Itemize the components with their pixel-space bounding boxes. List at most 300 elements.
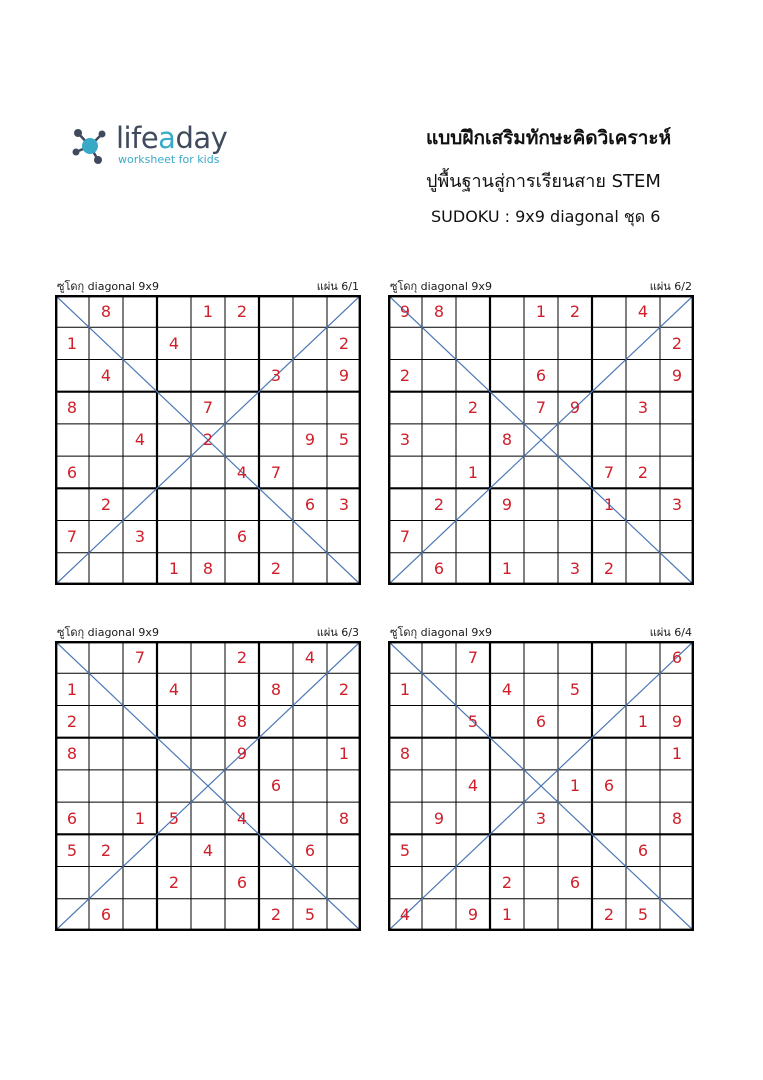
given-digit: 6	[671, 647, 683, 667]
empty-cell	[592, 802, 626, 834]
empty-cell	[293, 705, 327, 737]
given-digit: 2	[603, 559, 615, 579]
given-digit: 2	[100, 840, 112, 860]
empty-cell	[626, 673, 660, 705]
empty-cell	[490, 521, 524, 553]
empty-cell	[191, 641, 225, 673]
empty-cell	[157, 770, 191, 802]
logo	[68, 120, 238, 172]
empty-cell	[293, 673, 327, 705]
puzzle-label: ซูโดกุ diagonal 9x9	[390, 280, 492, 293]
empty-cell	[524, 673, 558, 705]
empty-cell	[592, 327, 626, 359]
empty-cell	[660, 673, 694, 705]
given-digit: 2	[236, 647, 248, 667]
logo-molecule-icon	[68, 124, 112, 168]
empty-cell	[123, 770, 157, 802]
empty-cell	[89, 327, 123, 359]
given-digit: 2	[637, 462, 649, 482]
empty-cell	[225, 359, 259, 391]
empty-cell	[123, 553, 157, 585]
empty-cell	[191, 521, 225, 553]
given-digit: 6	[603, 776, 615, 796]
empty-cell	[524, 488, 558, 520]
given-digit: 7	[66, 527, 78, 547]
empty-cell	[524, 738, 558, 770]
given-digit: 6	[270, 776, 282, 796]
given-digit: 2	[100, 494, 112, 514]
puzzle-label: ซูโดกุ diagonal 9x9	[57, 280, 159, 293]
given-digit: 3	[399, 430, 411, 450]
empty-cell	[626, 770, 660, 802]
given-digit: 9	[338, 366, 350, 386]
empty-cell	[55, 770, 89, 802]
empty-cell	[89, 553, 123, 585]
empty-cell	[293, 553, 327, 585]
empty-cell	[225, 488, 259, 520]
given-digit: 9	[501, 494, 513, 514]
empty-cell	[123, 359, 157, 391]
empty-cell	[123, 738, 157, 770]
empty-cell	[524, 770, 558, 802]
puzzle-sheet-2	[388, 280, 694, 585]
empty-cell	[660, 295, 694, 327]
empty-cell	[259, 295, 293, 327]
empty-cell	[388, 327, 422, 359]
empty-cell	[123, 673, 157, 705]
empty-cell	[259, 834, 293, 866]
empty-cell	[660, 834, 694, 866]
empty-cell	[490, 738, 524, 770]
given-digit: 2	[569, 301, 581, 321]
empty-cell	[660, 521, 694, 553]
given-digit: 2	[501, 873, 513, 893]
empty-cell	[55, 641, 89, 673]
sheet-number: แผ่น 6/1	[316, 280, 359, 293]
empty-cell	[123, 456, 157, 488]
empty-cell	[456, 834, 490, 866]
empty-cell	[422, 392, 456, 424]
empty-cell	[89, 867, 123, 899]
empty-cell	[191, 802, 225, 834]
empty-cell	[89, 424, 123, 456]
given-digit: 8	[338, 808, 350, 828]
empty-cell	[524, 521, 558, 553]
logo-part-life: life	[116, 121, 159, 155]
given-digit: 5	[168, 808, 180, 828]
given-digit: 1	[134, 808, 146, 828]
empty-cell	[660, 899, 694, 931]
empty-cell	[422, 424, 456, 456]
given-digit: 8	[202, 559, 214, 579]
empty-cell	[157, 295, 191, 327]
given-digit: 8	[433, 301, 445, 321]
empty-cell	[55, 424, 89, 456]
empty-cell	[558, 359, 592, 391]
empty-cell	[422, 456, 456, 488]
empty-cell	[388, 641, 422, 673]
empty-cell	[558, 424, 592, 456]
empty-cell	[558, 738, 592, 770]
empty-cell	[89, 521, 123, 553]
empty-cell	[293, 359, 327, 391]
puzzle-sheet-4	[388, 626, 694, 931]
empty-cell	[592, 641, 626, 673]
given-digit: 8	[501, 430, 513, 450]
given-digit: 1	[66, 333, 78, 353]
empty-cell	[422, 327, 456, 359]
empty-cell	[422, 521, 456, 553]
empty-cell	[191, 456, 225, 488]
given-digit: 3	[569, 559, 581, 579]
empty-cell	[89, 705, 123, 737]
empty-cell	[123, 488, 157, 520]
empty-cell	[191, 673, 225, 705]
given-digit: 8	[236, 712, 248, 732]
empty-cell	[592, 359, 626, 391]
empty-cell	[225, 770, 259, 802]
empty-cell	[191, 488, 225, 520]
given-digit: 7	[603, 462, 615, 482]
empty-cell	[55, 899, 89, 931]
given-digit: 6	[236, 527, 248, 547]
empty-cell	[157, 521, 191, 553]
empty-cell	[259, 705, 293, 737]
empty-cell	[456, 295, 490, 327]
empty-cell	[626, 488, 660, 520]
given-digit: 4	[236, 462, 248, 482]
given-digit: 1	[66, 679, 78, 699]
empty-cell	[388, 802, 422, 834]
given-digit: 5	[304, 905, 316, 925]
empty-cell	[157, 456, 191, 488]
empty-cell	[123, 899, 157, 931]
given-digit: 2	[270, 559, 282, 579]
empty-cell	[123, 295, 157, 327]
empty-cell	[225, 327, 259, 359]
given-digit: 8	[66, 744, 78, 764]
empty-cell	[524, 553, 558, 585]
given-digit: 1	[569, 776, 581, 796]
given-digit: 9	[399, 301, 411, 321]
empty-cell	[293, 770, 327, 802]
given-digit: 8	[270, 679, 282, 699]
empty-cell	[259, 867, 293, 899]
given-digit: 4	[501, 679, 513, 699]
empty-cell	[660, 456, 694, 488]
empty-cell	[626, 359, 660, 391]
empty-cell	[259, 641, 293, 673]
empty-cell	[558, 488, 592, 520]
puzzle-label: ซูโดกุ diagonal 9x9	[57, 626, 159, 639]
given-digit: 7	[535, 398, 547, 418]
empty-cell	[327, 521, 361, 553]
empty-cell	[422, 641, 456, 673]
empty-cell	[558, 327, 592, 359]
given-digit: 6	[66, 462, 78, 482]
empty-cell	[558, 456, 592, 488]
empty-cell	[456, 424, 490, 456]
empty-cell	[259, 424, 293, 456]
given-digit: 2	[202, 430, 214, 450]
empty-cell	[388, 488, 422, 520]
empty-cell	[490, 456, 524, 488]
given-digit: 5	[569, 679, 581, 699]
sudoku-set-label: SUDOKU : 9x9 diagonal ชุด 6	[431, 207, 661, 226]
empty-cell	[259, 327, 293, 359]
empty-cell	[422, 899, 456, 931]
given-digit: 2	[671, 333, 683, 353]
empty-cell	[388, 705, 422, 737]
empty-cell	[456, 673, 490, 705]
empty-cell	[55, 359, 89, 391]
given-digit: 3	[134, 527, 146, 547]
given-digit: 4	[637, 301, 649, 321]
empty-cell	[490, 359, 524, 391]
empty-cell	[225, 553, 259, 585]
empty-cell	[157, 641, 191, 673]
empty-cell	[490, 834, 524, 866]
empty-cell	[191, 770, 225, 802]
empty-cell	[123, 327, 157, 359]
empty-cell	[191, 705, 225, 737]
empty-cell	[327, 295, 361, 327]
empty-cell	[89, 802, 123, 834]
empty-cell	[293, 802, 327, 834]
empty-cell	[592, 834, 626, 866]
given-digit: 4	[236, 808, 248, 828]
empty-cell	[191, 867, 225, 899]
empty-cell	[456, 327, 490, 359]
given-digit: 9	[236, 744, 248, 764]
empty-cell	[422, 770, 456, 802]
given-digit: 9	[433, 808, 445, 828]
puzzle-sheet-1	[55, 280, 361, 585]
empty-cell	[123, 705, 157, 737]
empty-cell	[327, 834, 361, 866]
empty-cell	[327, 456, 361, 488]
empty-cell	[490, 770, 524, 802]
given-digit: 9	[467, 905, 479, 925]
empty-cell	[524, 327, 558, 359]
empty-cell	[259, 392, 293, 424]
given-digit: 5	[637, 905, 649, 925]
given-digit: 4	[467, 776, 479, 796]
empty-cell	[327, 641, 361, 673]
given-digit: 1	[501, 905, 513, 925]
empty-cell	[327, 899, 361, 931]
empty-cell	[157, 392, 191, 424]
given-digit: 4	[134, 430, 146, 450]
given-digit: 8	[100, 301, 112, 321]
empty-cell	[422, 359, 456, 391]
empty-cell	[660, 770, 694, 802]
empty-cell	[191, 899, 225, 931]
given-digit: 8	[671, 808, 683, 828]
given-digit: 4	[304, 647, 316, 667]
empty-cell	[524, 641, 558, 673]
empty-cell	[558, 899, 592, 931]
given-digit: 5	[399, 840, 411, 860]
empty-cell	[592, 521, 626, 553]
given-digit: 1	[168, 559, 180, 579]
empty-cell	[89, 673, 123, 705]
given-digit: 2	[467, 398, 479, 418]
empty-cell	[524, 899, 558, 931]
empty-cell	[660, 553, 694, 585]
given-digit: 2	[66, 712, 78, 732]
logo-part-a: a	[158, 121, 176, 155]
given-digit: 2	[338, 333, 350, 353]
empty-cell	[293, 456, 327, 488]
logo-part-day: day	[175, 121, 228, 155]
empty-cell	[592, 424, 626, 456]
given-digit: 6	[535, 366, 547, 386]
given-digit: 2	[168, 873, 180, 893]
sudoku-board	[388, 295, 694, 585]
given-digit: 2	[433, 494, 445, 514]
empty-cell	[191, 738, 225, 770]
given-digit: 7	[399, 527, 411, 547]
empty-cell	[157, 488, 191, 520]
given-digit: 4	[399, 905, 411, 925]
empty-cell	[388, 553, 422, 585]
given-digit: 8	[399, 744, 411, 764]
empty-cell	[259, 488, 293, 520]
empty-cell	[123, 834, 157, 866]
empty-cell	[89, 392, 123, 424]
sudoku-board	[55, 295, 361, 585]
empty-cell	[225, 834, 259, 866]
empty-cell	[259, 521, 293, 553]
given-digit: 4	[168, 333, 180, 353]
empty-cell	[89, 456, 123, 488]
empty-cell	[225, 424, 259, 456]
empty-cell	[592, 867, 626, 899]
empty-cell	[225, 899, 259, 931]
empty-cell	[456, 521, 490, 553]
given-digit: 5	[66, 840, 78, 860]
empty-cell	[225, 392, 259, 424]
empty-cell	[422, 834, 456, 866]
empty-cell	[327, 553, 361, 585]
empty-cell	[293, 327, 327, 359]
given-digit: 6	[535, 712, 547, 732]
given-digit: 6	[637, 840, 649, 860]
empty-cell	[293, 295, 327, 327]
sudoku-board	[55, 641, 361, 931]
empty-cell	[558, 802, 592, 834]
given-digit: 1	[467, 462, 479, 482]
given-digit: 9	[671, 712, 683, 732]
empty-cell	[626, 327, 660, 359]
empty-cell	[327, 705, 361, 737]
empty-cell	[157, 705, 191, 737]
empty-cell	[490, 641, 524, 673]
empty-cell	[592, 705, 626, 737]
empty-cell	[157, 738, 191, 770]
empty-cell	[490, 802, 524, 834]
empty-cell	[422, 705, 456, 737]
given-digit: 2	[270, 905, 282, 925]
given-digit: 1	[501, 559, 513, 579]
page-subtitle: ปูพื้นฐานสู่การเรียนสาย STEM	[426, 171, 661, 192]
empty-cell	[293, 867, 327, 899]
empty-cell	[558, 834, 592, 866]
empty-cell	[592, 738, 626, 770]
given-digit: 5	[338, 430, 350, 450]
given-digit: 7	[134, 647, 146, 667]
empty-cell	[660, 424, 694, 456]
given-digit: 1	[338, 744, 350, 764]
empty-cell	[157, 899, 191, 931]
given-digit: 8	[66, 398, 78, 418]
empty-cell	[490, 392, 524, 424]
empty-cell	[524, 867, 558, 899]
given-digit: 1	[202, 301, 214, 321]
empty-cell	[388, 392, 422, 424]
empty-cell	[157, 359, 191, 391]
given-digit: 3	[671, 494, 683, 514]
empty-cell	[123, 392, 157, 424]
given-digit: 1	[637, 712, 649, 732]
puzzle-label: ซูโดกุ diagonal 9x9	[390, 626, 492, 639]
given-digit: 1	[671, 744, 683, 764]
empty-cell	[89, 738, 123, 770]
given-digit: 3	[637, 398, 649, 418]
given-digit: 3	[338, 494, 350, 514]
empty-cell	[327, 392, 361, 424]
empty-cell	[524, 456, 558, 488]
empty-cell	[388, 770, 422, 802]
empty-cell	[626, 802, 660, 834]
logo-tagline: worksheet for kids	[118, 153, 220, 166]
empty-cell	[55, 553, 89, 585]
empty-cell	[55, 867, 89, 899]
puzzle-sheet-3	[55, 626, 361, 931]
given-digit: 6	[100, 905, 112, 925]
empty-cell	[626, 738, 660, 770]
empty-cell	[293, 738, 327, 770]
empty-cell	[293, 521, 327, 553]
logo-wordmark	[116, 122, 227, 154]
given-digit: 1	[603, 494, 615, 514]
empty-cell	[524, 424, 558, 456]
empty-cell	[490, 327, 524, 359]
empty-cell	[293, 392, 327, 424]
empty-cell	[456, 359, 490, 391]
empty-cell	[456, 488, 490, 520]
empty-cell	[490, 705, 524, 737]
given-digit: 2	[338, 679, 350, 699]
given-digit: 6	[236, 873, 248, 893]
empty-cell	[592, 673, 626, 705]
empty-cell	[225, 673, 259, 705]
empty-cell	[490, 295, 524, 327]
sudoku-board	[388, 641, 694, 931]
empty-cell	[626, 424, 660, 456]
empty-cell	[259, 802, 293, 834]
empty-cell	[422, 673, 456, 705]
empty-cell	[456, 553, 490, 585]
sheet-number: แผ่น 6/4	[649, 626, 692, 639]
empty-cell	[422, 738, 456, 770]
given-digit: 1	[535, 301, 547, 321]
empty-cell	[626, 553, 660, 585]
given-digit: 4	[168, 679, 180, 699]
empty-cell	[660, 392, 694, 424]
empty-cell	[388, 867, 422, 899]
